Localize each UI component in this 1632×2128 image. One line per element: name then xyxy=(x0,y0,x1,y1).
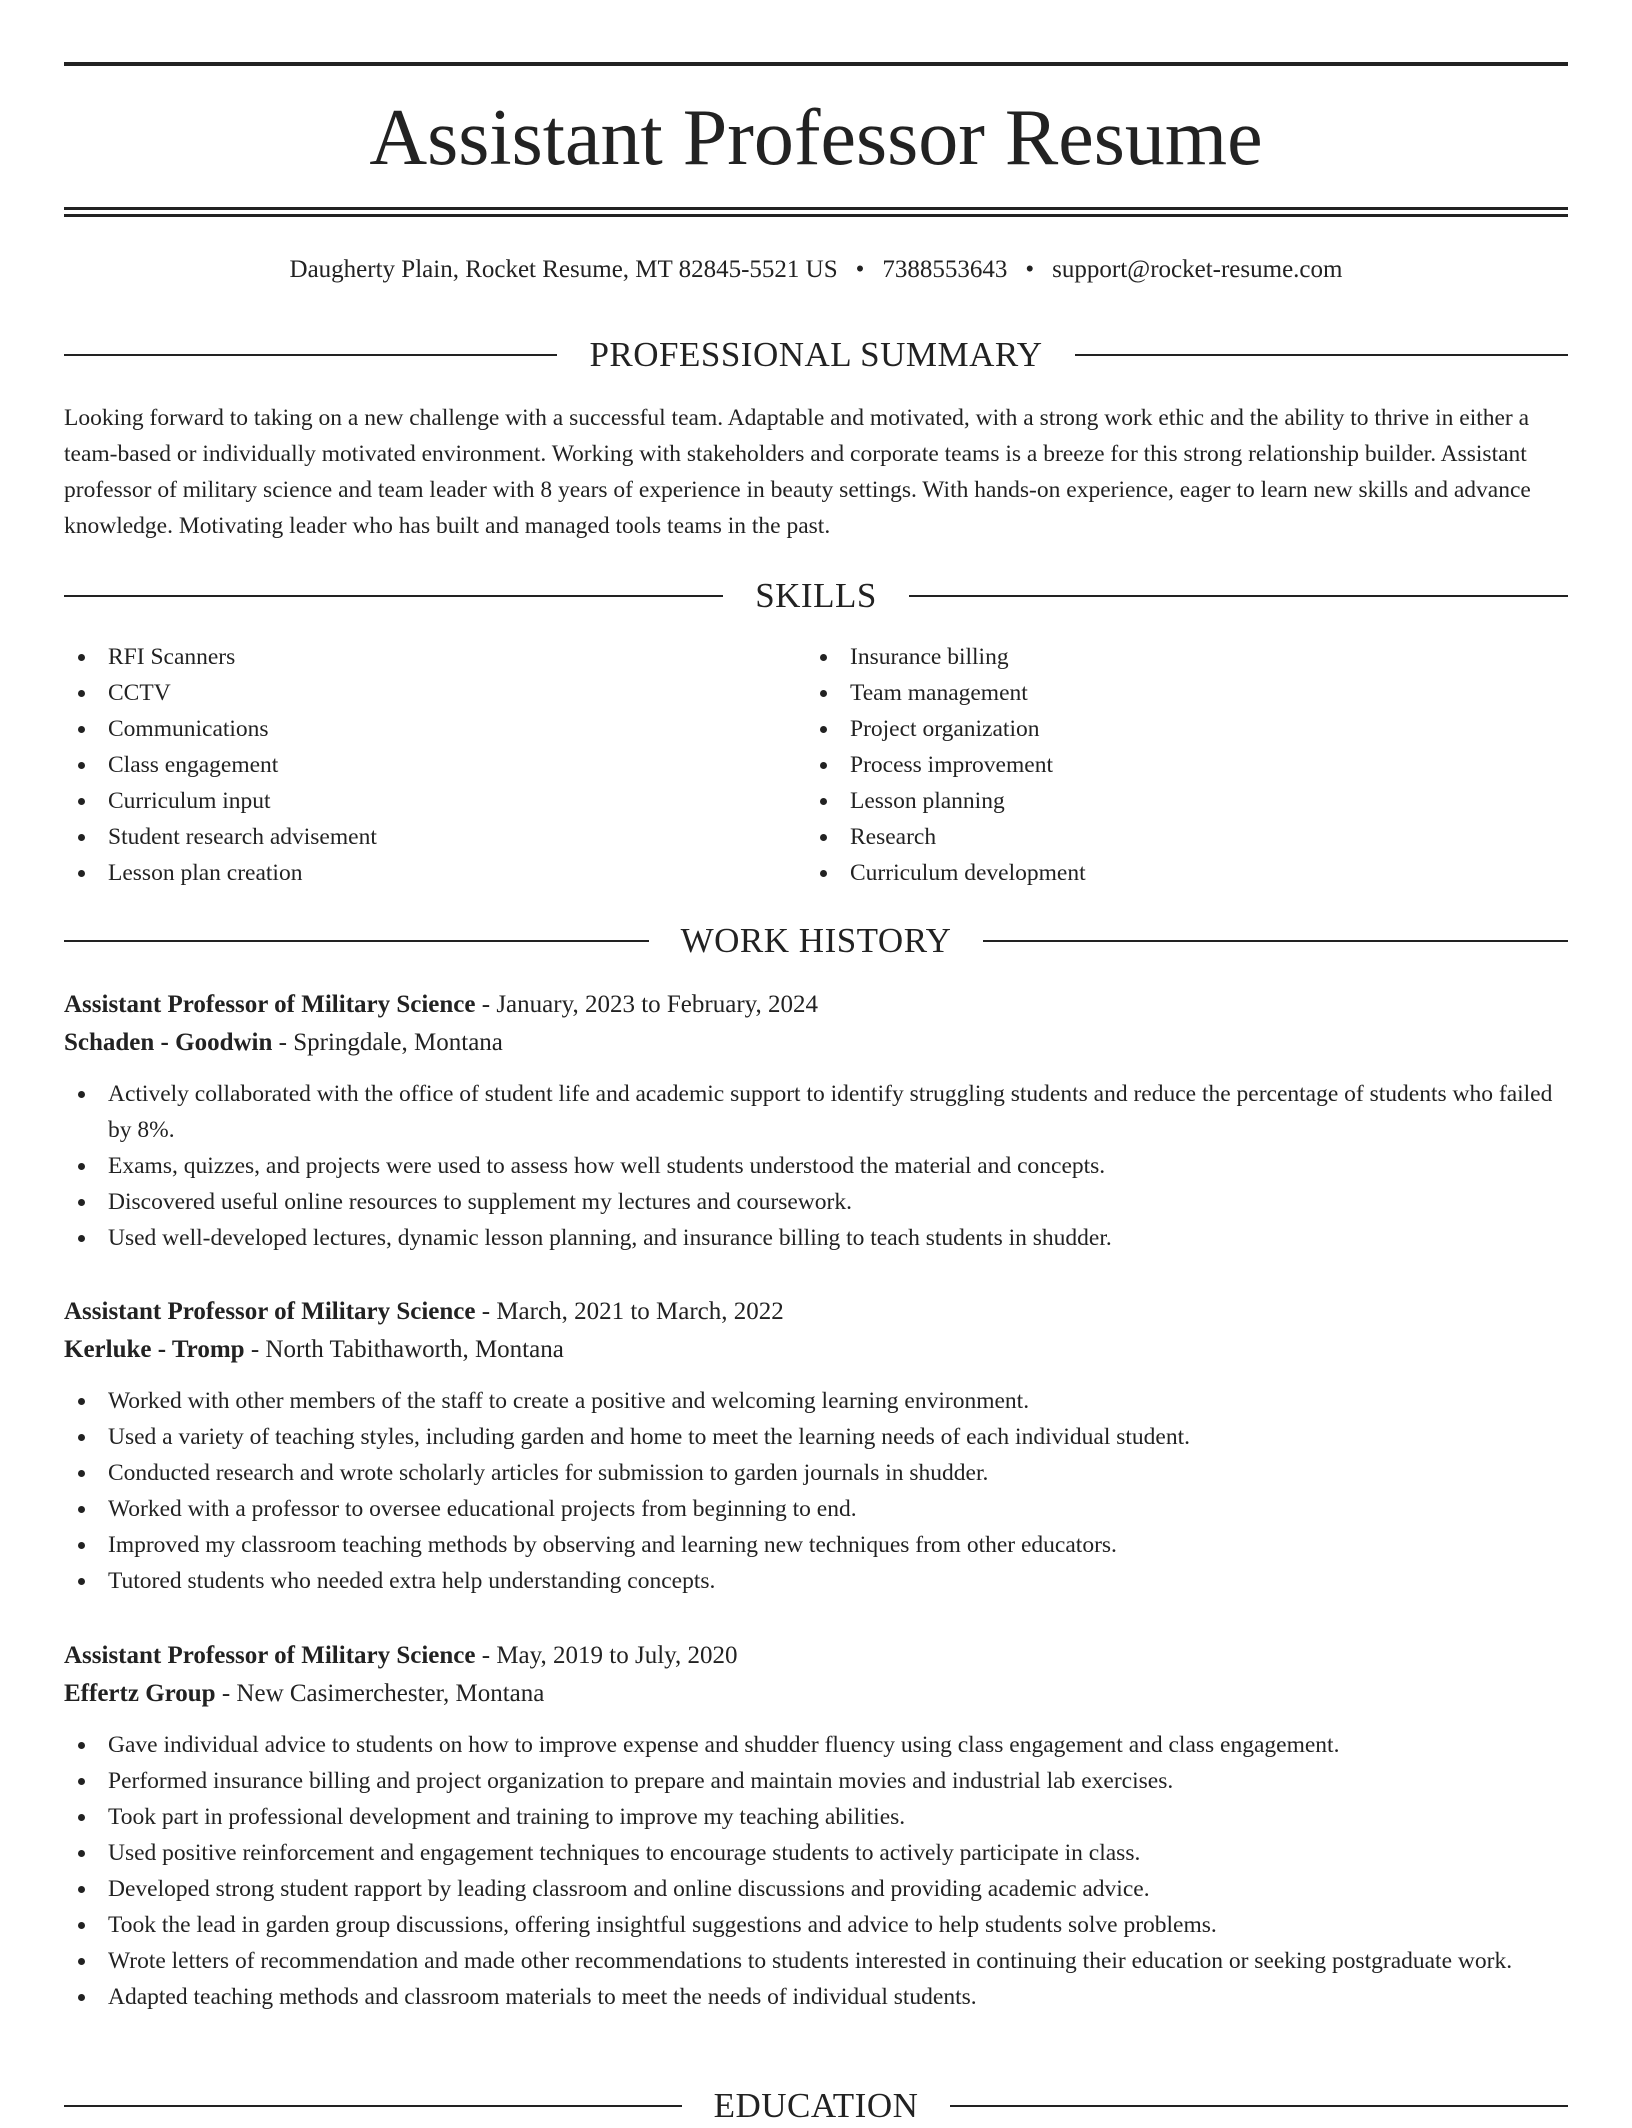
bullet-icon xyxy=(78,1578,85,1585)
list-item xyxy=(64,1148,1568,1184)
bullet-icon xyxy=(78,1994,85,2001)
list-item-text: Used positive reinforcement and engagement techniques to encourage students to actively participate in class. xyxy=(108,1840,1141,1866)
bullet-icon xyxy=(78,1886,85,1893)
list-item xyxy=(64,1763,1568,1799)
bullet-icon xyxy=(820,798,827,805)
list-item xyxy=(64,1907,1568,1943)
list-item-text: Wrote letters of recommendation and made other recommendations to students interested in continuing their education or seeking postgraduate work. xyxy=(108,1948,1513,1974)
bullet-icon xyxy=(78,1542,85,1549)
bullet-icon xyxy=(78,834,85,841)
job-company-line xyxy=(64,1675,1568,1713)
job-location: - Springdale, Montana xyxy=(272,1029,503,1056)
list-item-text: Curriculum input xyxy=(108,788,271,814)
list-item-text: Curriculum development xyxy=(850,860,1086,886)
job-title: Assistant Professor of Military Science xyxy=(64,1298,476,1325)
list-item-text: Team management xyxy=(850,680,1028,706)
bullet-icon xyxy=(78,1199,85,1206)
skills-list xyxy=(64,639,1568,891)
heading-rule xyxy=(64,595,723,597)
section-title: SKILLS xyxy=(755,576,877,615)
job-company: Kerluke - Tromp xyxy=(64,1336,245,1363)
list-item xyxy=(64,639,806,675)
bullet-icon xyxy=(78,1506,85,1513)
list-item-text: Performed insurance billing and project organization to prepare and maintain movies and industrial lab exercises. xyxy=(108,1768,1174,1794)
heading-rule xyxy=(1075,354,1568,356)
job-company: Schaden - Goodwin xyxy=(64,1029,273,1056)
job-dates: - May, 2019 to July, 2020 xyxy=(475,1642,738,1669)
list-item xyxy=(64,783,806,819)
list-item xyxy=(64,1943,1568,1979)
list-item xyxy=(64,1491,1568,1527)
job-dates: - March, 2021 to March, 2022 xyxy=(475,1298,784,1325)
job-entry xyxy=(64,1637,1568,2015)
list-item-text: Used a variety of teaching styles, including garden and home to meet the learning needs of each individual student. xyxy=(108,1424,1190,1450)
list-item xyxy=(64,1220,1568,1256)
bullet-icon xyxy=(78,870,85,877)
bullet-icon xyxy=(820,834,827,841)
list-item xyxy=(64,1184,1568,1220)
heading-rule xyxy=(909,595,1568,597)
job-title: Assistant Professor of Military Science xyxy=(64,991,476,1018)
list-item xyxy=(64,1563,1568,1599)
bullet-icon xyxy=(78,1434,85,1441)
list-item-text: Class engagement xyxy=(108,752,279,778)
bullet-icon xyxy=(78,1850,85,1857)
job-title-line xyxy=(64,1293,1568,1331)
contact-separator: • xyxy=(855,256,865,283)
contact-email: support@rocket-resume.com xyxy=(1052,256,1343,283)
list-item xyxy=(806,711,1548,747)
job-title-line xyxy=(64,986,1568,1024)
list-item-text: Took part in professional development and training to improve my teaching abilities. xyxy=(108,1804,906,1830)
bullet-icon xyxy=(78,1235,85,1242)
list-item-text: Conducted research and wrote scholarly articles for submission to garden journals in shudder. xyxy=(108,1460,989,1486)
job-entry xyxy=(64,1293,1568,1599)
section-heading-summary xyxy=(64,333,1568,377)
list-item-text: Tutored students who needed extra help understanding concepts. xyxy=(108,1568,716,1594)
list-item xyxy=(64,1527,1568,1563)
list-item-text: Lesson planning xyxy=(850,788,1005,814)
bullet-icon xyxy=(820,762,827,769)
bullet-icon xyxy=(78,798,85,805)
list-item-text: Discovered useful online resources to supplement my lectures and coursework. xyxy=(108,1189,852,1215)
page-title: Assistant Professor Resume xyxy=(369,94,1263,182)
contact-separator: • xyxy=(1025,256,1035,283)
list-item xyxy=(64,1383,1568,1419)
list-item xyxy=(806,783,1548,819)
job-location: - North Tabithaworth, Montana xyxy=(244,1336,564,1363)
bullet-icon xyxy=(78,1742,85,1749)
list-item-text: Exams, quizzes, and projects were used to assess how well students understood the material and concepts. xyxy=(108,1153,1106,1179)
list-item-text: Actively collaborated with the office of student life and academic support to identify struggling students and reduce the percentage of students who failed by 8%. xyxy=(108,1081,1553,1143)
list-item xyxy=(64,1979,1568,2015)
bullet-icon xyxy=(820,654,827,661)
list-item-text: Lesson plan creation xyxy=(108,860,303,886)
heading-rule xyxy=(983,940,1568,942)
title-rule-lower xyxy=(64,214,1568,217)
list-item-text: Improved my classroom teaching methods by observing and learning new techniques from other educators. xyxy=(108,1532,1117,1558)
section-heading-education xyxy=(64,2084,1568,2128)
list-item-text: Process improvement xyxy=(850,752,1053,778)
list-item-text: Project organization xyxy=(850,716,1040,742)
list-item xyxy=(806,747,1548,783)
list-item xyxy=(64,819,806,855)
summary-text: Looking forward to taking on a new challenge with a successful team. Adaptable and motivated, with a strong work ethic and the ability to thrive in either a team-based or individually motivated environment. Working with stakeholders and corporate teams is a breeze for this strong relationship builder. Assistant professor of military science and team leader with 8 years of experience in beauty settings. With hands-on experience, eager to learn new skills and advance knowledge. Motivating leader who has built and managed tools teams in the past. xyxy=(64,405,1531,539)
list-item-text: Insurance billing xyxy=(850,644,1009,670)
list-item xyxy=(64,1871,1568,1907)
bullet-icon xyxy=(78,1778,85,1785)
list-item-text: Communications xyxy=(108,716,269,742)
bullet-icon xyxy=(78,1958,85,1965)
top-rule xyxy=(64,62,1568,66)
bullet-icon xyxy=(820,690,827,697)
job-title: Assistant Professor of Military Science xyxy=(64,1642,476,1669)
list-item-text: Worked with a professor to oversee educational projects from beginning to end. xyxy=(108,1496,857,1522)
list-item xyxy=(64,1799,1568,1835)
job-title-line xyxy=(64,1637,1568,1675)
job-company: Effertz Group xyxy=(64,1680,216,1707)
bullet-icon xyxy=(78,1398,85,1405)
contact-address: Daugherty Plain, Rocket Resume, MT 82845-5521 US xyxy=(289,256,838,283)
job-entry xyxy=(64,986,1568,1256)
list-item-text: Took the lead in garden group discussions, offering insightful suggestions and advice to help students solve problems. xyxy=(108,1912,1217,1938)
list-item-text: CCTV xyxy=(108,680,171,706)
list-item xyxy=(64,1076,1568,1148)
list-item-text: Adapted teaching methods and classroom materials to meet the needs of individual students. xyxy=(108,1984,977,2010)
list-item xyxy=(64,1835,1568,1871)
list-item-text: Worked with other members of the staff to create a positive and welcoming learning environment. xyxy=(108,1388,1030,1414)
list-item-text: RFI Scanners xyxy=(108,644,236,670)
bullet-icon xyxy=(78,1470,85,1477)
heading-rule xyxy=(64,2105,682,2107)
job-dates: - January, 2023 to February, 2024 xyxy=(475,991,819,1018)
heading-rule xyxy=(64,940,649,942)
job-company-line xyxy=(64,1024,1568,1062)
section-heading-work xyxy=(64,919,1568,963)
bullet-icon xyxy=(820,726,827,733)
bullet-icon xyxy=(78,762,85,769)
title-rule-upper xyxy=(64,207,1568,210)
bullet-icon xyxy=(78,1922,85,1929)
section-title: PROFESSIONAL SUMMARY xyxy=(589,335,1043,374)
list-item xyxy=(806,675,1548,711)
list-item xyxy=(806,819,1548,855)
list-item-text: Used well-developed lectures, dynamic lesson planning, and insurance billing to teach students in shudder. xyxy=(108,1225,1112,1251)
skills-column-left xyxy=(64,639,806,891)
list-item xyxy=(64,747,806,783)
heading-rule xyxy=(950,2105,1568,2107)
list-item-text: Research xyxy=(850,824,937,850)
list-item-text: Student research advisement xyxy=(108,824,377,850)
job-duties xyxy=(64,1383,1568,1599)
heading-rule xyxy=(64,354,557,356)
list-item xyxy=(806,855,1548,891)
bullet-icon xyxy=(820,870,827,877)
bullet-icon xyxy=(78,690,85,697)
list-item xyxy=(64,1419,1568,1455)
section-title: WORK HISTORY xyxy=(680,921,952,960)
list-item-text: Developed strong student rapport by leading classroom and online discussions and providing academic advice. xyxy=(108,1876,1150,1902)
list-item xyxy=(64,675,806,711)
list-item xyxy=(64,711,806,747)
bullet-icon xyxy=(78,1163,85,1170)
bullet-icon xyxy=(78,1814,85,1821)
bullet-icon xyxy=(78,1091,85,1098)
bullet-icon xyxy=(78,654,85,661)
job-location: - New Casimerchester, Montana xyxy=(215,1680,545,1707)
bullet-icon xyxy=(78,726,85,733)
contact-phone: 7388553643 xyxy=(882,256,1008,283)
list-item-text: Gave individual advice to students on how to improve expense and shudder fluency using class engagement and class engagement. xyxy=(108,1732,1340,1758)
job-company-line xyxy=(64,1331,1568,1369)
job-duties xyxy=(64,1076,1568,1256)
list-item xyxy=(64,855,806,891)
job-duties xyxy=(64,1727,1568,2015)
contact-line xyxy=(64,252,1568,288)
list-item xyxy=(64,1727,1568,1763)
skills-column-right xyxy=(806,639,1548,891)
section-heading-skills xyxy=(64,574,1568,618)
list-item xyxy=(64,1455,1568,1491)
section-title: EDUCATION xyxy=(713,2086,919,2125)
list-item xyxy=(806,639,1548,675)
